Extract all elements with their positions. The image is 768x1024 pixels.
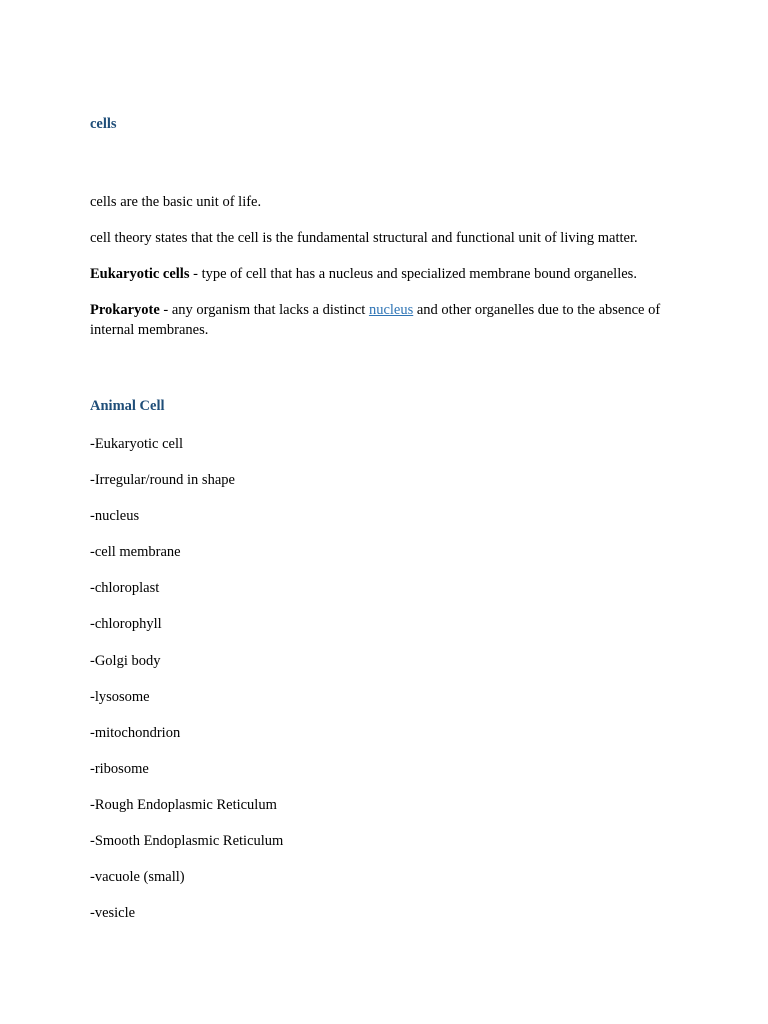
list-item: -chloroplast (90, 580, 160, 597)
heading-animal-cell: Animal Cell (90, 398, 165, 414)
term-eukaryotic-cells: Eukaryotic cells (90, 266, 190, 282)
paragraph-cell-theory: cell theory states that the cell is the fundamental structural and functional unit of living matter. (90, 230, 638, 246)
definition-eukaryotic-cells: - type of cell that has a nucleus and specialized membrane bound organelles. (189, 266, 637, 282)
list-item: -Smooth Endoplasmic Reticulum (90, 833, 284, 850)
nucleus-link[interactable]: nucleus (368, 302, 414, 318)
paragraph-prokaryote (90, 300, 680, 340)
heading-cells: cells (90, 116, 117, 132)
list-item: -ribosome (90, 760, 149, 777)
paragraph-eukaryotic (90, 264, 680, 284)
animal-cell-list (90, 434, 283, 939)
list-item: -chlorophyll (90, 616, 162, 633)
list-item: -Golgi body (90, 652, 161, 669)
list-item: -cell membrane (90, 544, 181, 561)
list-item: -lysosome (90, 688, 150, 705)
list-item: -vacuole (small) (90, 869, 185, 886)
term-prokaryote: Prokaryote (90, 302, 160, 318)
list-item: -Rough Endoplasmic Reticulum (90, 796, 277, 813)
paragraph-intro: cells are the basic unit of life. (90, 194, 262, 210)
list-item: -Eukaryotic cell (90, 436, 183, 452)
list-item: -vesicle (90, 905, 136, 922)
list-item: -Irregular/round in shape (90, 472, 235, 489)
list-item: -mitochondrion (90, 724, 181, 741)
list-item: -nucleus (90, 508, 140, 525)
definition-prokaryote-start: - any organism that lacks a distinct (159, 302, 369, 318)
definition-prokaryote-end: and other organelles due to the absence of internal membranes. (90, 302, 661, 338)
